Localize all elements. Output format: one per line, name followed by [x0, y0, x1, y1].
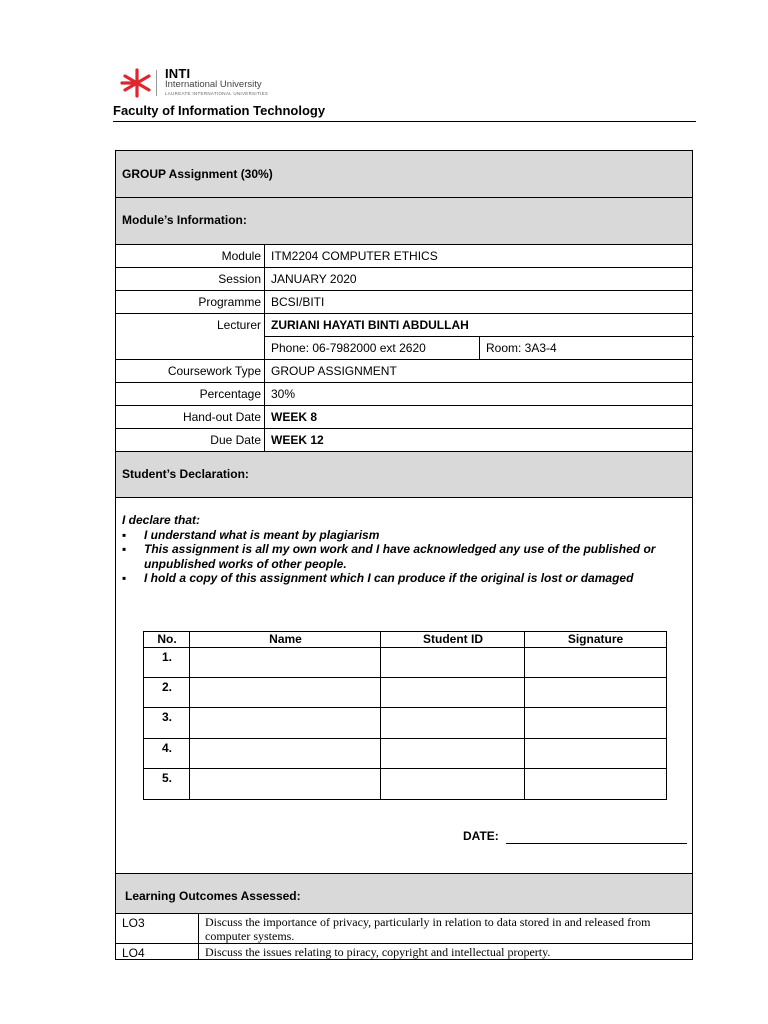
row-number: 4.: [161, 741, 172, 755]
date-label: DATE:: [463, 829, 499, 843]
column-header: No.: [157, 632, 177, 646]
declaration-item: ▪ I hold a copy of this assignment which I can produce if the original is lost or damaged: [122, 571, 634, 586]
table-row: [144, 648, 666, 678]
coursework-type-row: [116, 360, 692, 383]
university-logo: [120, 66, 280, 98]
column-header: Name: [269, 632, 302, 646]
row-value: WEEK 8: [271, 410, 318, 424]
declaration-item: ▪ I understand what is meant by plagiarism: [122, 527, 380, 542]
lo-description: Discuss the importance of privacy, particularly in relation to data stored in and released from computer systems.: [205, 915, 651, 943]
logo-divider: [156, 70, 157, 96]
row-number: 5.: [161, 771, 172, 785]
row-label: Module: [221, 249, 261, 263]
row-number: 3.: [161, 710, 172, 724]
column-header: Student ID: [423, 632, 483, 646]
learning-outcome-row: [116, 943, 692, 960]
inti-starburst-icon: [120, 68, 156, 98]
declaration-text: [122, 513, 687, 586]
faculty-heading: Faculty of Information Technology: [113, 103, 326, 118]
module-info-title: Module’s Information:: [122, 213, 247, 227]
declaration-band: [116, 452, 692, 498]
row-number: 1.: [161, 650, 172, 664]
session-row: [116, 268, 692, 291]
programme-row: [116, 291, 692, 314]
declaration-intro: I declare that:: [122, 513, 201, 527]
row-label: Percentage: [199, 387, 261, 401]
table-row: [144, 739, 666, 769]
lo-code: LO3: [122, 916, 145, 930]
assignment-title: GROUP Assignment (30%): [122, 167, 273, 181]
row-label: Programme: [198, 295, 261, 309]
declaration-item: ▪ This assignment is all my own work and I have acknowledged any use of the published or unpublished works of other people.: [122, 542, 656, 571]
logo-subtitle: International University: [165, 79, 262, 90]
row-number: 2.: [161, 680, 172, 694]
table-row: [144, 678, 666, 708]
logo-name: INTI: [165, 66, 191, 81]
assignment-title-band: [116, 151, 692, 198]
header-rule: [113, 121, 696, 122]
row-value: JANUARY 2020: [271, 272, 357, 286]
module-row: [116, 245, 692, 268]
table-row: [144, 708, 666, 739]
logo-tagline: LAUREATE INTERNATIONAL UNIVERSITIES: [165, 91, 269, 96]
row-value: BCSI/BITI: [271, 295, 325, 309]
handout-date-row: [116, 406, 692, 429]
row-value: ITM2204 COMPUTER ETHICS: [271, 249, 438, 263]
row-value: WEEK 12: [271, 433, 324, 447]
row-label: Session: [218, 272, 261, 286]
row-label: Lecturer: [216, 318, 261, 332]
lo-description: Discuss the issues relating to piracy, copyright and intellectual property.: [205, 945, 551, 959]
lo-code: LO4: [122, 946, 145, 960]
lecturer-contact-row: [116, 337, 692, 360]
lecturer-row: [116, 314, 692, 337]
lecturer-phone: Phone: 06-7982000 ext 2620: [271, 341, 426, 355]
assignment-cover-form: [115, 150, 693, 960]
declaration-title: Student’s Declaration:: [122, 467, 249, 481]
student-signature-table: [143, 631, 667, 800]
learning-outcomes-band: [116, 873, 692, 913]
bullet-icon: ▪: [122, 527, 127, 542]
row-value: 30%: [271, 387, 296, 401]
row-value: ZURIANI HAYATI BINTI ABDULLAH: [271, 318, 469, 332]
column-header: Signature: [567, 632, 624, 646]
row-label: Coursework Type: [167, 364, 261, 378]
row-value: GROUP ASSIGNMENT: [271, 364, 397, 378]
due-date-row: [116, 429, 692, 452]
learning-outcome-row: [116, 913, 692, 943]
percentage-row: [116, 383, 692, 406]
row-label: Due Date: [210, 433, 261, 447]
table-header-row: [144, 632, 666, 648]
bullet-icon: ▪: [122, 571, 127, 586]
row-label: Hand-out Date: [182, 410, 261, 424]
module-info-band: [116, 198, 692, 245]
lecturer-room: Room: 3A3-4: [486, 341, 557, 355]
table-row: [144, 769, 666, 800]
learning-outcomes-title: Learning Outcomes Assessed:: [125, 889, 301, 903]
bullet-icon: ▪: [122, 542, 127, 557]
date-input-line[interactable]: [506, 843, 687, 844]
